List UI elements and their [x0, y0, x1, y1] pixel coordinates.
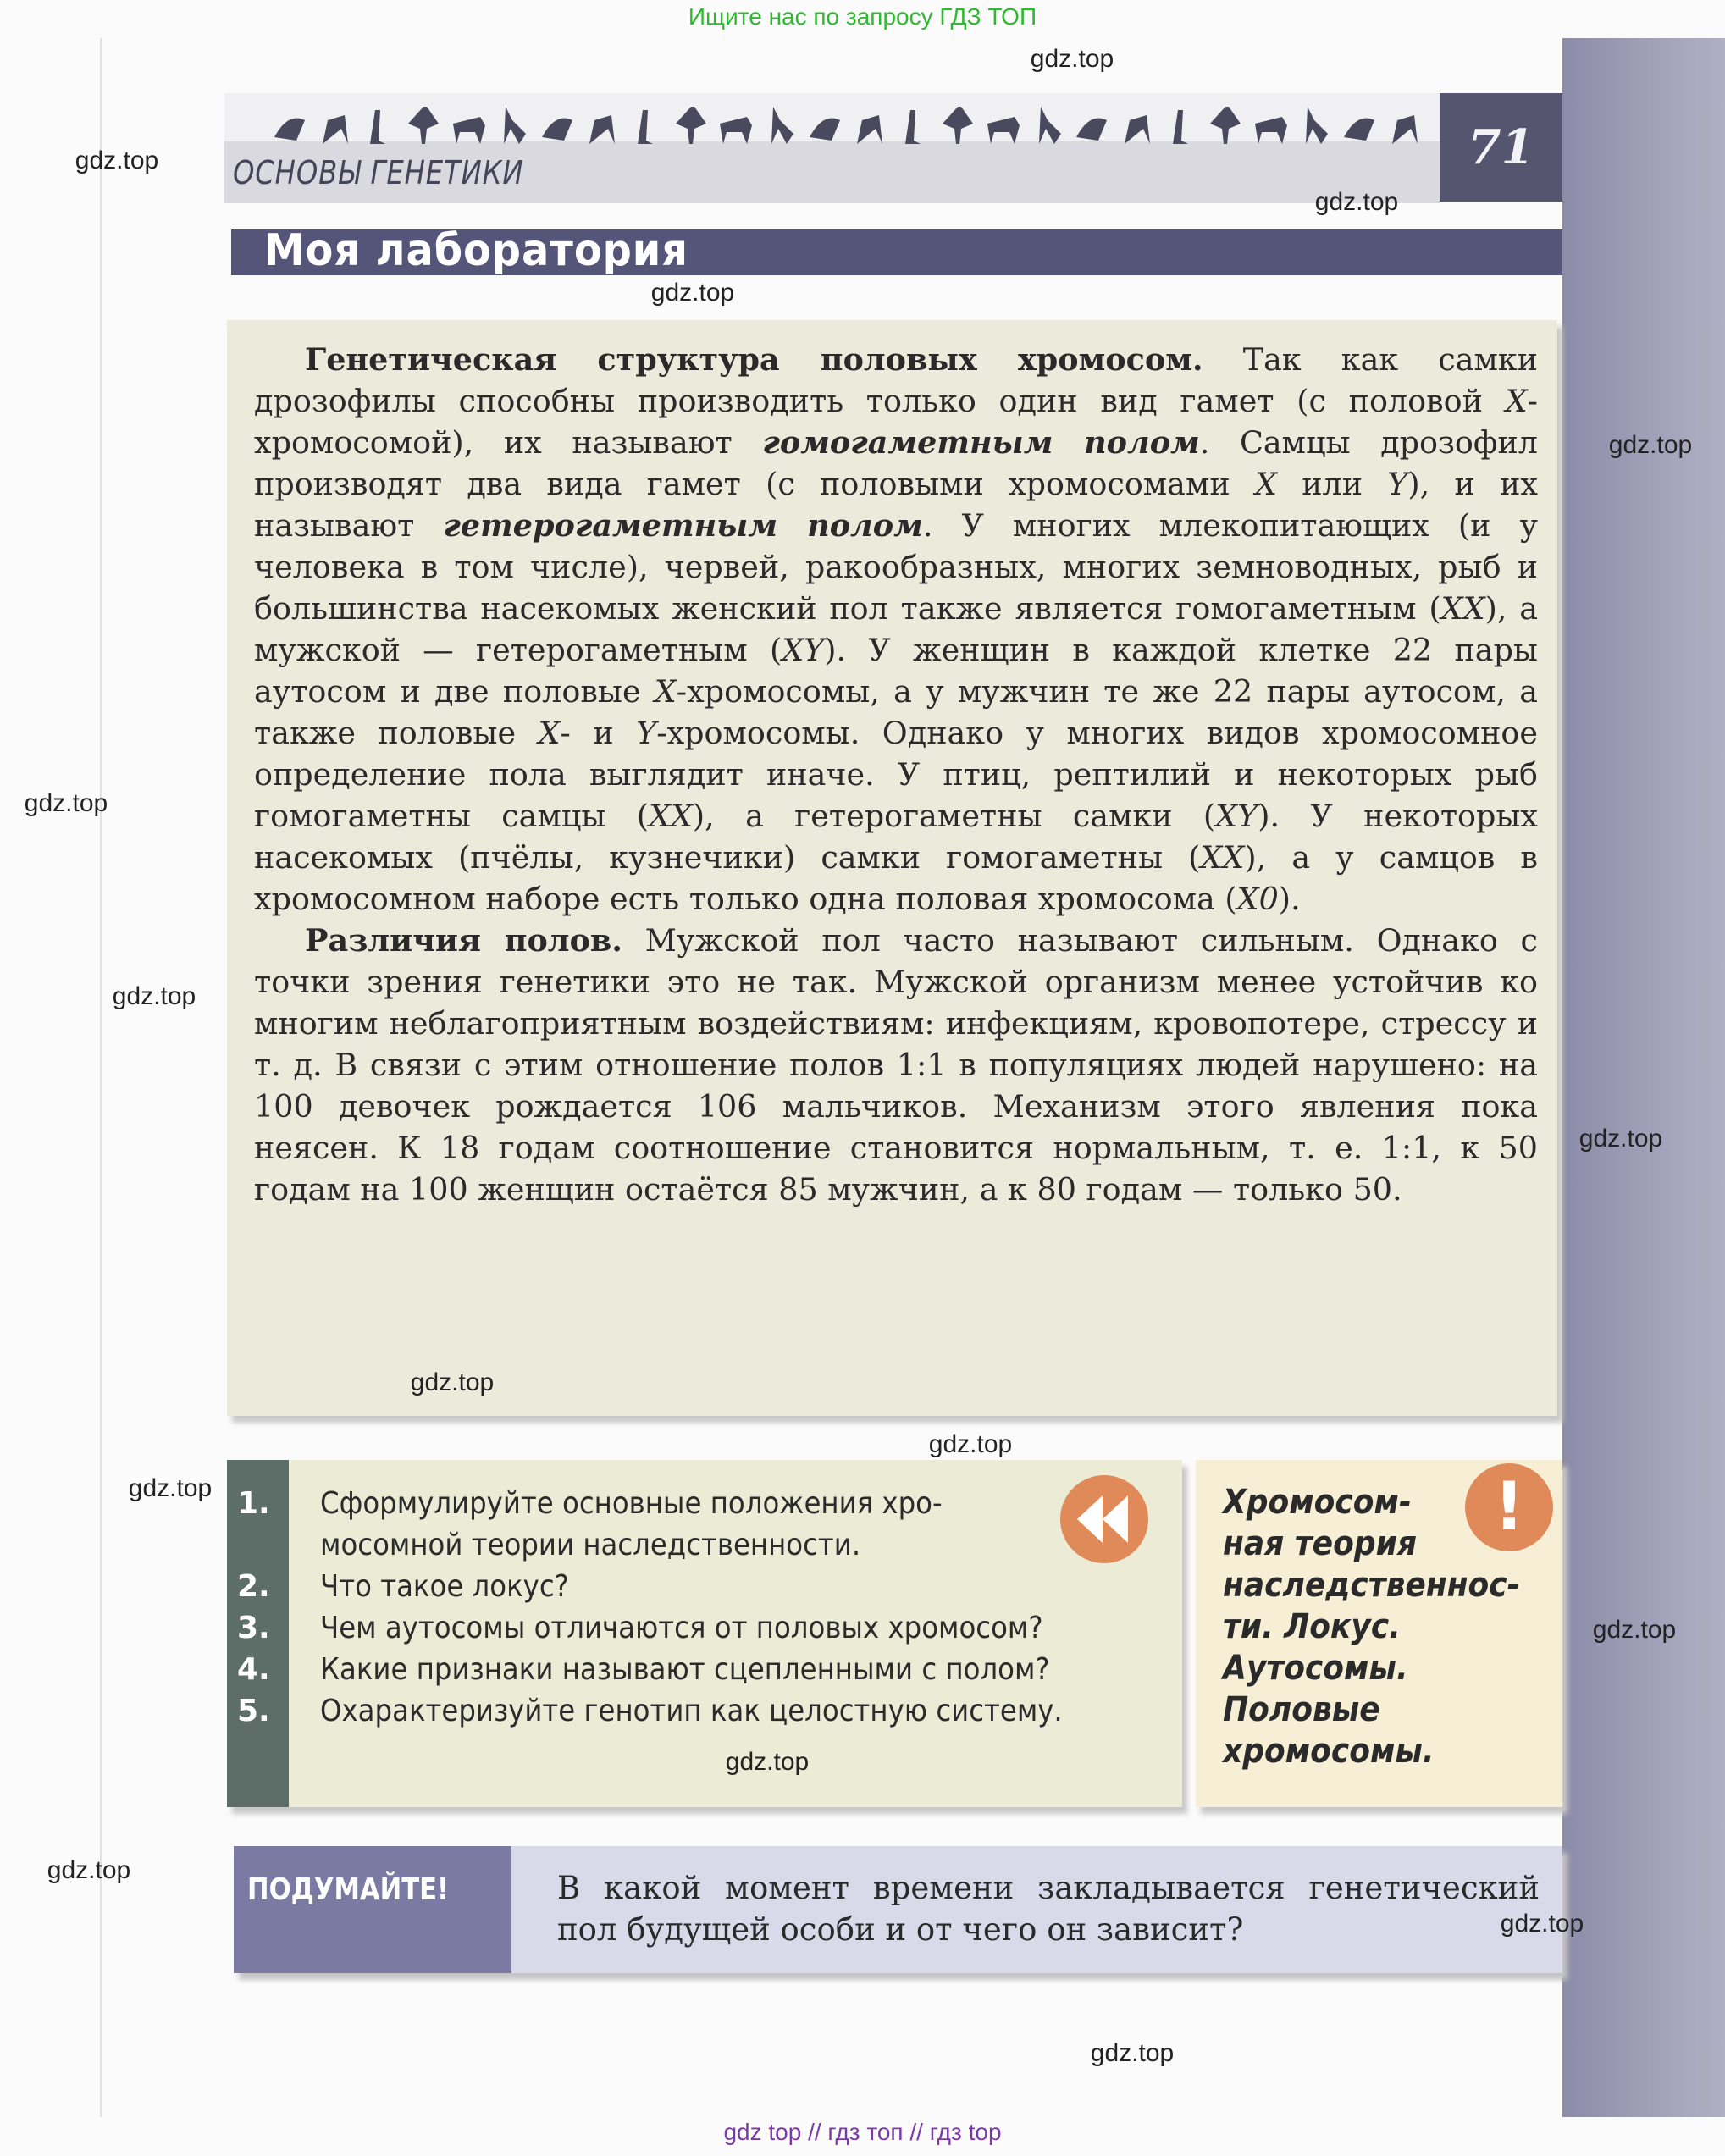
watermark: gdz.top [1608, 431, 1693, 459]
animal-silhouette-icon [450, 103, 487, 147]
question-text: Какие признаки называют сцепленными с полом? [320, 1652, 1050, 1687]
var: XY [1215, 798, 1258, 834]
watermark: gdz.top [650, 279, 735, 307]
key-term-line: ти. Локус. [1223, 1607, 1401, 1646]
watermark: gdz.top [928, 1430, 1013, 1458]
animal-silhouette-icon [1073, 103, 1110, 147]
animal-silhouette-icon [850, 103, 887, 147]
var: Y [1387, 466, 1408, 502]
question-number: 4. [237, 1652, 270, 1687]
text: -хромосомой), их называют [254, 383, 1538, 461]
var: X [538, 715, 561, 751]
animal-silhouette-icon [583, 103, 620, 147]
question-number: 1. [237, 1486, 270, 1521]
var: X [1254, 466, 1277, 502]
key-term-line: ная теория [1223, 1524, 1417, 1563]
animal-silhouette-icon [316, 103, 353, 147]
key-term-line: Половые [1223, 1690, 1380, 1729]
search-hint-banner: Ищите нас по запросу ГДЗ ТОП [688, 3, 1037, 30]
animal-silhouette-icon [1385, 103, 1423, 147]
question-text: Охарактеризуйте генотип как целостную систему. [320, 1694, 1063, 1728]
text: ). У некоторых насекомых (пчёлы, кузнечики) самки гомогаметны ( [254, 798, 1538, 876]
watermark: gdz.top [24, 789, 108, 817]
animal-silhouette-icon [1207, 103, 1244, 147]
lab-text [254, 339, 1538, 1210]
question-number: 2. [237, 1569, 270, 1604]
paragraph-sex-differences [254, 920, 1538, 1210]
animal-silhouette-icon [1252, 103, 1289, 147]
animal-silhouette-icon [806, 103, 843, 147]
animal-silhouette-icon [1296, 103, 1333, 147]
animal-silhouette-icon [271, 103, 308, 147]
watermark: gdz.top [725, 1748, 810, 1776]
var: XX [648, 798, 693, 834]
term: гетерогаметным полом [443, 507, 923, 544]
paragraph-heading: Различия полов. [305, 922, 622, 959]
animal-silhouette-icon [761, 103, 799, 147]
animal-silhouette-icon [716, 103, 754, 147]
text: Мужской пол часто называют сильным. Однако с точки зрения генетики это не так. Мужской организм менее устойчив ко многим неблагоприятным воздействиям: инфекциям, кровопотере, стрессу и т. д. В связи с этим отношение полов 1:1 в популяциях людей нарушено: на 100 девочек рождается 106 мальчиков. Механизм этого явления пока неясен. К 18 годам соотношение становится нормальным, т. е. 1:1, к 50 годам на 100 женщин остаётся 85 мужчин, а к 80 годам — только 50. [254, 922, 1538, 1208]
watermark: gdz.top [1578, 1125, 1663, 1153]
var: XX [1440, 590, 1485, 627]
animal-silhouette-icon [1163, 103, 1200, 147]
text: . У многих млекопитающих (и у человека в том числе), червей, ракообразных, многих земноводных, рыб и большинства насекомых женский пол также является гомогаметным ( [254, 507, 1538, 627]
text: ). У женщин в каждой клетке 22 пары аутосом и две половые [254, 632, 1538, 710]
animal-silhouette-icon [939, 103, 976, 147]
var: Y [636, 715, 657, 751]
text: ), и их называют [254, 466, 1539, 544]
question-number: 5. [237, 1694, 270, 1728]
exclamation-icon: ! [1465, 1463, 1553, 1551]
watermark: gdz.top [1500, 1910, 1584, 1938]
text: ), а гетерогаметны самки ( [692, 798, 1216, 834]
var: X0 [1236, 881, 1279, 917]
animal-silhouette-icon [360, 103, 397, 147]
animal-silhouette-icon [405, 103, 442, 147]
page-number: 71 [1440, 93, 1562, 202]
animal-silhouette-icon [984, 103, 1021, 147]
footer-links: gdz top // гдз топ // гдз top [723, 2119, 1002, 2145]
key-term-line: Аутосомы. [1223, 1649, 1408, 1688]
var: X [654, 673, 677, 710]
text: ). [1278, 881, 1301, 917]
text: ), а у самцов в хромосомном наборе есть только одна половая хромосома ( [254, 839, 1538, 917]
think-question: В какой момент времени закладывается генетический пол будущей особи и от чего он зависит? [557, 1870, 1540, 1948]
section-title: Моя лаборатория [264, 225, 688, 276]
question-text: Чем аутосомы отличаются от половых хромосом? [320, 1611, 1043, 1645]
text: - и [560, 715, 637, 751]
watermark: gdz.top [112, 982, 196, 1010]
key-term-line: наследственнос- [1223, 1566, 1520, 1605]
paragraph-heading: Генетическая структура половых хромосом. [305, 341, 1203, 378]
animal-silhouette-icon [494, 103, 531, 147]
watermark: gdz.top [1030, 45, 1114, 73]
question-text: мосомной теории наследственности. [320, 1528, 861, 1562]
text: . Самцы дрозофил производят два вида гамет (с половыми хромосомами [254, 424, 1538, 502]
animal-silhouette-icon [1341, 103, 1378, 147]
think-label-block [234, 1846, 511, 1973]
var: XY [782, 632, 825, 668]
question-text: Что такое локус? [320, 1569, 569, 1604]
var: XX [1200, 839, 1245, 876]
chapter-title: ОСНОВЫ ГЕНЕТИКИ [233, 154, 524, 191]
text: -хромосомы. Однако у многих видов хромосомное определение пола выглядит иначе. У птиц, рептилий и некоторых рыб гомогаметны самцы ( [254, 715, 1539, 834]
animal-silhouette-icon [1029, 103, 1066, 147]
text: Так как самки дрозофилы способны производить только один вид гамет (с половой [254, 341, 1538, 419]
text: ), а мужской — гетерогаметным ( [254, 590, 1538, 668]
page-side-strip [1562, 38, 1725, 2117]
animal-silhouette-icon [672, 103, 710, 147]
watermark: gdz.top [1314, 188, 1399, 216]
text: или [1276, 466, 1388, 502]
question-number: 3. [237, 1611, 270, 1645]
animal-silhouette-icon [1118, 103, 1155, 147]
term: гомогаметным полом [762, 424, 1200, 461]
animal-silhouette-icon [539, 103, 576, 147]
key-term-line: хромосомы. [1223, 1732, 1435, 1771]
rewind-icon [1060, 1475, 1148, 1563]
watermark: gdz.top [75, 146, 159, 174]
animal-silhouette-icon [628, 103, 665, 147]
watermark: gdz.top [47, 1856, 131, 1884]
key-term-line: Хромосом- [1223, 1483, 1412, 1522]
watermark: gdz.top [1090, 2039, 1175, 2067]
key-terms [1223, 1482, 1520, 1772]
question-text: Сформулируйте основные положения хро- [320, 1486, 943, 1521]
watermark: gdz.top [128, 1474, 213, 1502]
text: -хромосомы, а у мужчин те же 22 пары аутосом, а также половые [254, 673, 1538, 751]
watermark: gdz.top [1592, 1616, 1677, 1644]
var: X [1505, 383, 1528, 419]
think-label: ПОДУМАЙТЕ! [247, 1872, 449, 1907]
paragraph-sex-chromosomes [254, 339, 1538, 920]
animal-silhouette-icon [895, 103, 932, 147]
watermark: gdz.top [410, 1368, 495, 1396]
animal-silhouettes-decoration [271, 100, 1423, 151]
page-edge [100, 38, 102, 2117]
